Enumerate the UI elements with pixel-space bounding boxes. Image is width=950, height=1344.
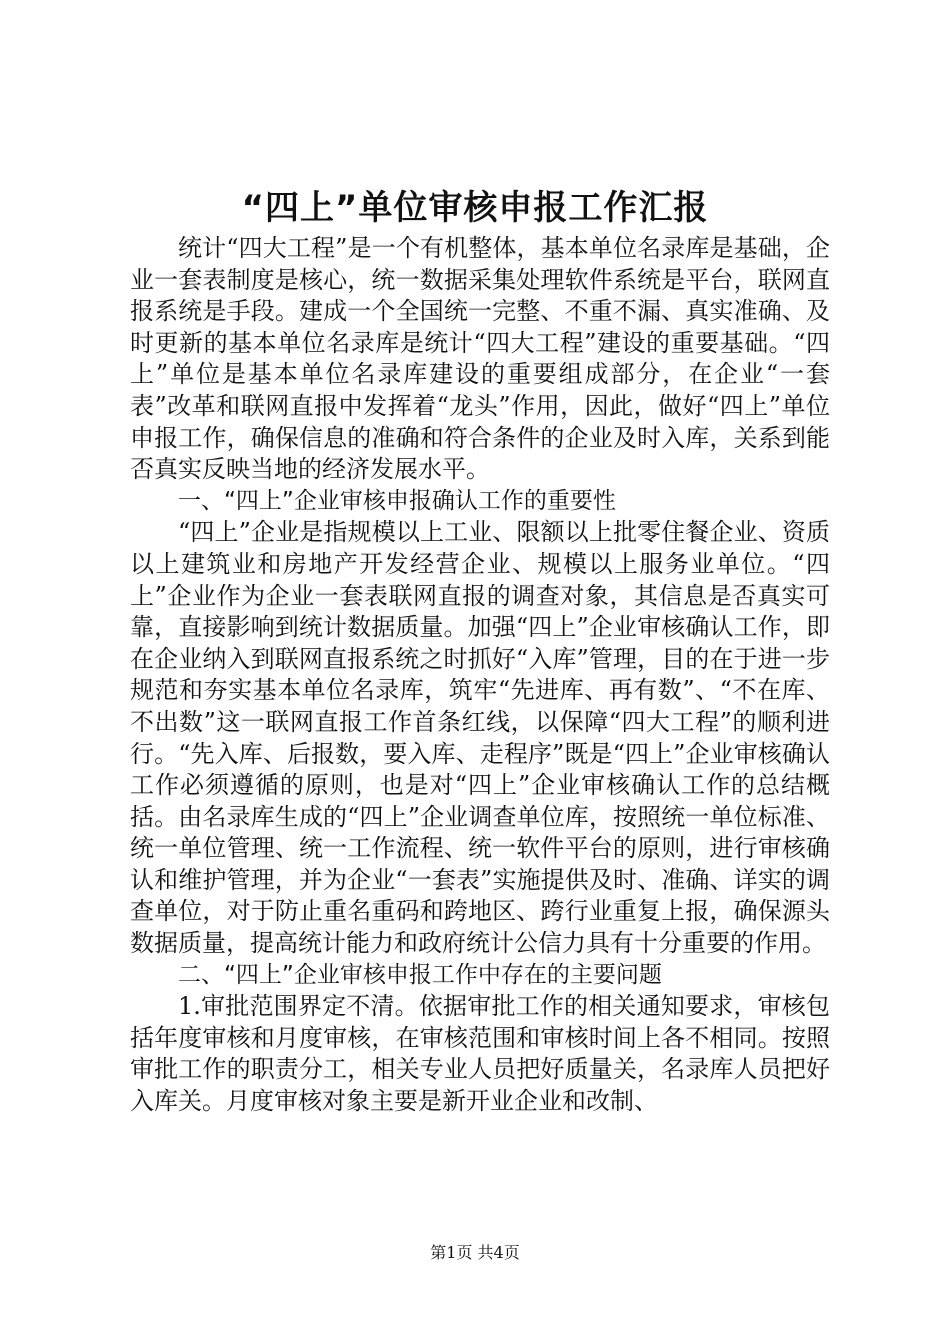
- section-2-heading: 二、“四上”企业审核申报工作中存在的主要问题: [178, 961, 662, 988]
- section-2-paragraph: 1.审批范围界定不清。依据审批工作的相关通知要求，审核包括年度审核和月度审核，在审核范围和审核时间上各不相同。按照审批工作的职责分工，相关专业人员把好质量关，名录库人员把好入库关。月度审核对象主要是新开业企业和改制、: [130, 992, 830, 1116]
- section-1-heading: 一、“四上”企业审核申报确认工作的重要性: [178, 487, 616, 514]
- page-footer: 第1页 共4页: [430, 1243, 520, 1262]
- document-body: [130, 233, 830, 1118]
- intro-paragraph: 统计“四大工程”是一个有机整体，基本单位名录库是基础，企业一套表制度是核心，统一数据采集处理软件系统是平台，联网直报系统是手段。建成一个全国统一完整、不重不漏、真实准确、及时更新的基本单位名录库是统计“四大工程”建设的重要基础。“四上”单位是基本单位名录库建设的重要组成部分，在企业“一套表”改革和联网直报中发挥着“龙头”作用，因此，做好“四上”单位申报工作，确保信息的准确和符合条件的企业及时入库，关系到能否真实反映当地的经济发展水平。: [130, 234, 830, 484]
- section-1-paragraph: “四上”企业是指规模以上工业、限额以上批零住餐企业、资质以上建筑业和房地产开发经营企业、规模以上服务业单位。“四上”企业作为企业一套表联网直报的调查对象，其信息是否真实可靠，直接影响到统计数据质量。加强“四上”企业审核确认工作，即在企业纳入到联网直报系统之时抓好“入库”管理，目的在于进一步规范和夯实基本单位名录库，筑牢“先进库、再有数”、“不在库、不出数”这一联网直报工作首条红线，以保障“四大工程”的顺利进行。“先入库、后报数，要入库、走程序”既是“四上”企业审核确认工作必须遵循的原则，也是对“四上”企业审核确认工作的总结概括。由名录库生成的“四上”企业调查单位库，按照统一单位标准、统一单位管理、统一工作流程、统一软件平台的原则，进行审核确认和维护管理，并为企业“一套表”实施提供及时、准确、详实的调查单位，对于防止重名重码和跨地区、跨行业重复上报，确保源头数据质量，提高统计能力和政府统计公信力具有十分重要的作用。: [130, 518, 830, 958]
- document-title: “四上”单位审核申报工作汇报: [241, 188, 709, 228]
